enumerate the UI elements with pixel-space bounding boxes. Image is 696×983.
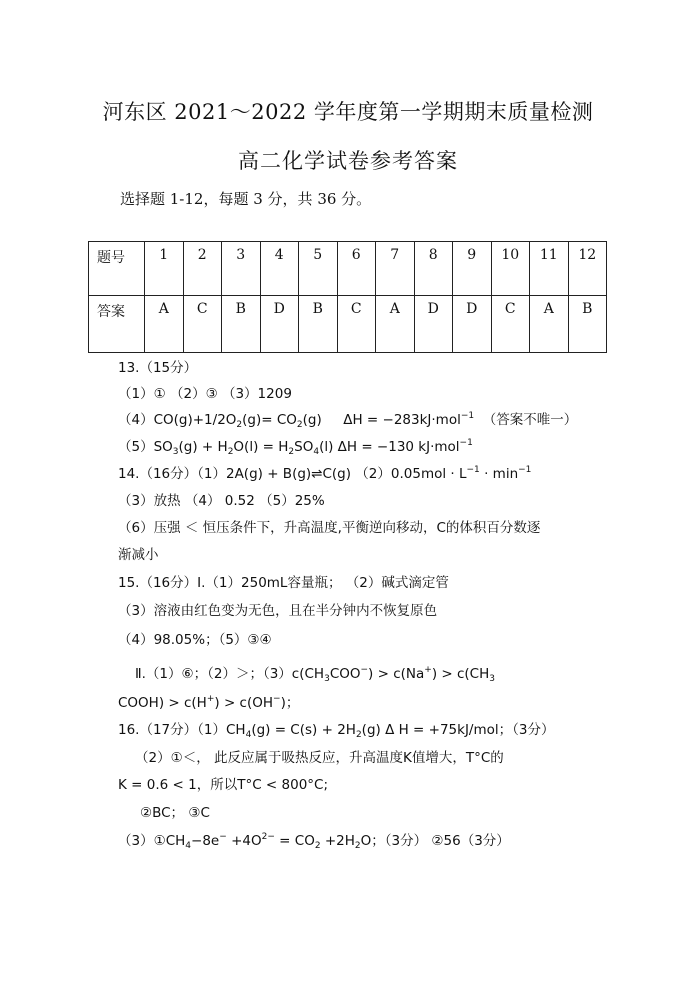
q15-line-5: COOH) > c(H+) > c(OH−)； [118, 694, 300, 711]
q14-line-2: （3）放热 （4） 0.52 （5）25% [118, 493, 325, 509]
answer-cell: B [299, 296, 338, 353]
q13-line-4: $(4)CO(g)+1/2O_2(g)= CO_2(g)$ ΔH = −283kJ·mol$^{-1}$ （答案不唯一） [118, 411, 578, 430]
question-number-cell: 7 [376, 242, 415, 296]
q15-line-4: Ⅱ.（1）⑥；（2）＞；$(3)c(CH_3COO^-) > c(Na^+) > c(CH_3$ [135, 665, 495, 684]
table-header-cell: 题号 [89, 242, 145, 296]
question-number-cell: 8 [414, 242, 453, 296]
answer-cell: A [530, 296, 569, 353]
document-title: 河东区 2021～2022 学年度第一学期期末质量检测 [102, 100, 594, 124]
q15-line-2: （3）溶液由红色变为无色，且在半分钟内不恢复原色 [118, 603, 438, 619]
question-number-cell: 9 [453, 242, 492, 296]
answer-cell: A [145, 296, 184, 353]
q14-line-4: 渐减小 [118, 547, 159, 563]
answer-cell: C [491, 296, 530, 353]
q15-line-1: 15.（16分）Ⅰ.（1）250mL容量瓶； （2）碱式滴定管 [118, 575, 449, 591]
q13-line-5: $(5)SO_3(g) + H_2O(l) = H_2SO_4(l) \Delta H = -130$ kJ·mol$^{-1}$ [118, 438, 473, 457]
table-row-answers [89, 296, 607, 353]
question-number-cell: 12 [568, 242, 607, 296]
question-number-cell: 1 [145, 242, 184, 296]
q14-line-1: 14.（16分）（1）2A(g) + B(g)⇌C(g) $(2)0.05mol \cdot L^{-1} \cdot \min^{-1}$ [118, 465, 532, 482]
q14-line-3: （6）压强 ＜ 恒压条件下，升高温度,平衡逆向移动，C的体积百分数逐 [118, 520, 541, 536]
q13-heading: 13.（15分） [118, 360, 198, 376]
question-number-cell: 11 [530, 242, 569, 296]
q16-line-1: 16.（17分）$(1)CH_4(g) = C(s) + 2H_2(g)$ Δ H = +75kJ/mol；（3分） [118, 722, 555, 740]
answer-cell: D [414, 296, 453, 353]
q15-line-3: （4）98.05%；（5）③④ [118, 632, 272, 648]
q16-line-5: $(3)①CH_4-8e^- +4O^{2-} = CO_2 +2H_2O$；（3分） ②56（3分） [118, 832, 510, 851]
answer-cell: B [222, 296, 261, 353]
answer-cell: C [183, 296, 222, 353]
table-header-cell: 答案 [89, 296, 145, 353]
question-number-cell: 6 [337, 242, 376, 296]
q16-line-4: ②BC； ③C [140, 805, 210, 821]
question-number-cell: 10 [491, 242, 530, 296]
question-number-cell: 2 [183, 242, 222, 296]
answer-cell: C [337, 296, 376, 353]
q16-line-3: K = 0.6 < 1，所以T°C < 800°C; [118, 777, 329, 793]
q16-line-2: （2）①＜， 此反应属于吸热反应，升高温度K值增大，T°C的 [135, 750, 504, 766]
answer-table [88, 241, 607, 353]
question-number-cell: 5 [299, 242, 338, 296]
question-number-cell: 3 [222, 242, 261, 296]
answer-cell: D [453, 296, 492, 353]
document-subtitle: 高二化学试卷参考答案 [238, 149, 458, 173]
multiple-choice-intro: 选择题 1-12，每题 3 分，共 36 分。 [120, 190, 372, 208]
q13-line-1: （1）① （2）③ （3）1209 [118, 386, 292, 402]
table-row-numbers [89, 242, 607, 296]
answer-cell: A [376, 296, 415, 353]
answer-cell: D [260, 296, 299, 353]
answer-cell: B [568, 296, 607, 353]
question-number-cell: 4 [260, 242, 299, 296]
